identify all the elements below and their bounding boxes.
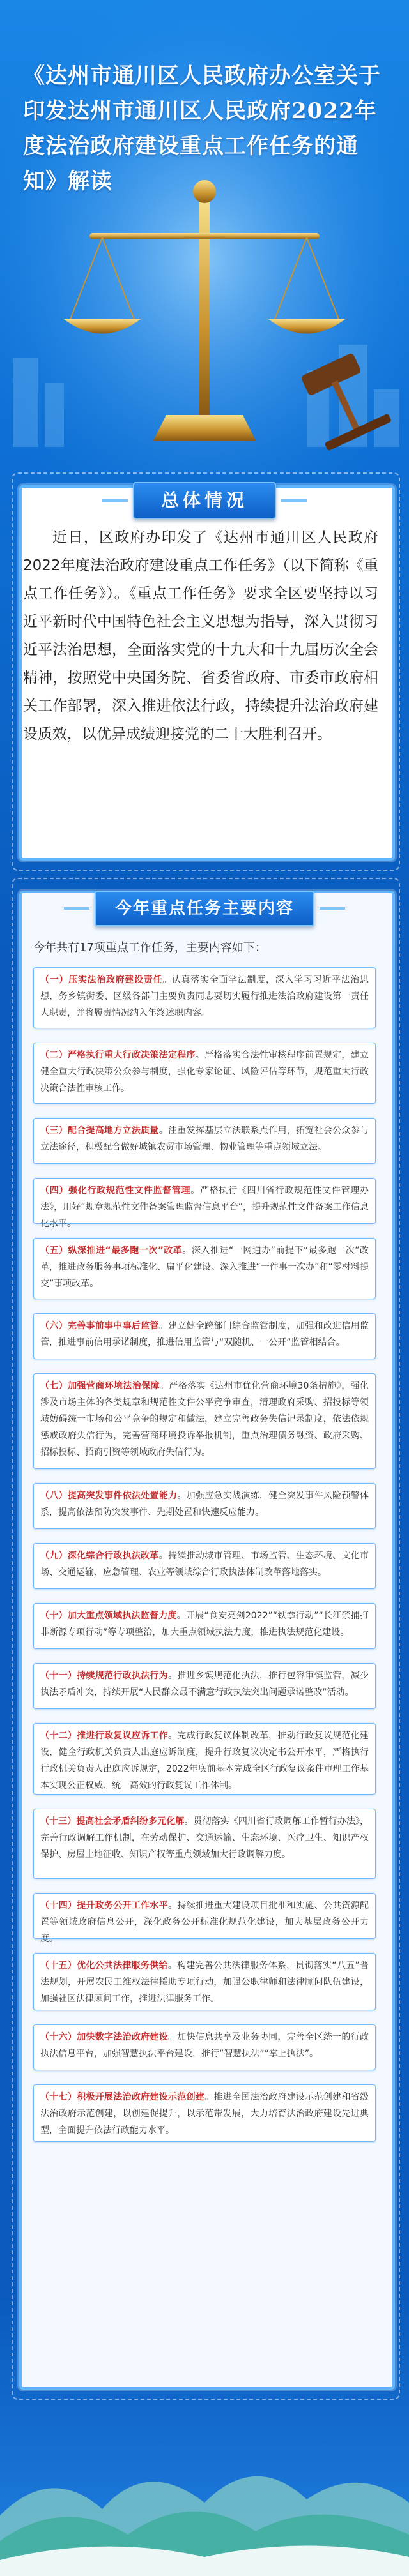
task-title: （七）加强营商环境法治保障 <box>40 1381 160 1391</box>
task-body: 。严格落实《达州市优化营商环境30条措施》，强化涉及市场主体的各类规章和规范性文件公平竞争审查，清理政府采购、招投标等领域妨碍统一市场和公平竞争的规定和做法，建立完善政务失信记录制度，依法依规惩戒政府失信行为，完善营商环境投诉举报机制，重点治理债务融资、政府采购、招标投标、招商引资等领域政府失信行为。 <box>40 1381 369 1457</box>
task-body: 。认真落实全面学法制度，深入学习习近平法治思想，务乡镇街委、区级各部门主要负责同志要切实履行推进法治政府建设第一责任人职责，并将履责情况纳入年终述职内容。 <box>40 975 369 1018</box>
task-body: 。建立健全跨部门综合监管制度，加强和改进信用监管，推进事前信用承诺制度，推进信用监管与“双随机、一公开”监管相结合。 <box>40 1321 369 1348</box>
task-item <box>33 1893 376 1944</box>
task-item <box>33 2024 376 2070</box>
task-body: 。贯彻落实《四川省行政调解工作暂行办法》，完善行政调解工作机制，在劳动保护、交通运输、生态环境、医疗卫生、知识产权保护、房屋土地征收、知识产权等重点领域加大行政调解力度。 <box>40 1816 369 1860</box>
overview-heading: 总体情况 <box>133 482 276 519</box>
task-body: 。推进全国法治政府建设示范创建和省级法治政府示范创建，以创建促提升，以示范带发展，大力培育法治政府建设先进典型，全面提升依法行政能力水平。 <box>40 2092 369 2135</box>
task-title: （十四）提升政务公开工作水平 <box>40 1901 168 1911</box>
task-title: （十五）优化公共法律服务供给 <box>40 1961 168 1971</box>
task-item <box>33 1603 376 1649</box>
task-item <box>33 1663 376 1709</box>
task-body: 。持续推进重大建设项目批准和实施、公共资源配置等领域政府信息公开，深化政务公开标准化规范化建设，加大基层政务公开力度。 <box>40 1901 369 1944</box>
task-body: 。加快信息共享及业务协同，完善全区统一的行政执法信息平台，加强智慧执法平台建设，推行“智慧执法”“掌上执法”。 <box>40 2032 369 2059</box>
task-item <box>33 1483 376 1529</box>
task-title: （四）强化行政规范性文件监督管理 <box>40 1186 191 1196</box>
task-item <box>33 2084 376 2142</box>
task-title: （二）严格执行重大行政决策法定程序 <box>40 1050 196 1060</box>
overview-body: 近日，区政府办印发了《达州市通川区人民政府2022年度法治政府建设重点工作任务》（以下简称《重点工作任务》）。《重点工作任务》要求全区要坚持以习近平新时代中国特色社会主义思想为指导，深入贯彻习近平法治思想，全面落实党的十九大和十九届历次全会精神，按照党中央国务院、省委省政府、市委市政府相关工作部署，深入推进依法行政，持续提升法治政府建设质效，以优异成绩迎接党的二十大胜利召开。 <box>23 529 378 742</box>
tasks-intro: 今年共有17项重点工作任务，主要内容如下： <box>33 941 266 954</box>
task-item <box>33 1543 376 1589</box>
hero-title: 《达州市通川区人民政府办公室关于印发达州市通川区人民政府2022年度法治政府建设重点工作任务的通知》解读 <box>23 63 381 194</box>
task-item <box>33 1373 376 1469</box>
task-title: （十一）持续规范行政执法行为 <box>40 1671 168 1681</box>
task-body: 。构建完善公共法律服务体系，贯彻落实“八五”普法规划，开展农民工维权法律援助专项行动，加强公职律师和法律顾问队伍建设，加强社区法律顾问工作，推进法律服务工作。 <box>40 1961 369 2004</box>
task-body: 。持续推动城市管理、市场监管、生态环境、文化市场、交通运输、应急管理、农业等领域综合行政执法体制改革落地落实。 <box>40 1551 369 1578</box>
task-item <box>33 1313 376 1359</box>
task-item <box>33 1118 376 1164</box>
task-title: （十）加大重点领域执法监督力度 <box>40 1611 177 1621</box>
task-title: （十七）积极开展法治政府建设示范创建 <box>40 2092 205 2102</box>
task-body: 。完成行政复议体制改革，推动行政复议规范化建设，健全行政机关负责人出庭应诉制度，提升行政复议决定书公开水平，严格执行行政机关负责人出庭应诉规定，2022年底前基本完成全区行政复议案件审理工作基本实现公正权威、统一高效的行政复议工作体制。 <box>40 1731 369 1791</box>
task-title: （十三）提高社会矛盾纠纷多元化解 <box>40 1816 185 1827</box>
task-item <box>33 1238 376 1299</box>
task-title: （三）配合提高地方立法质量 <box>40 1126 159 1136</box>
task-title: （五）纵深推进“最多跑一次”改革 <box>40 1246 183 1256</box>
task-title: （十六）加快数字法治政府建设 <box>40 2032 168 2042</box>
mountain-decoration <box>0 2426 409 2576</box>
hero-banner <box>0 0 409 472</box>
task-body: 。开展“食安亮剑2022”“铁拳行动”“长江禁捕打非断源专项行动”等专项整治，加大重点领域执法力度，推进执法规范化建设。 <box>40 1611 369 1638</box>
task-title: （十二）推进行政复议应诉工作 <box>40 1731 168 1741</box>
task-item <box>33 1043 376 1104</box>
task-body: 。注重发挥基层立法联系点作用，拓宽社会公众参与立法途径，积极配合做好城镇农贸市场管理、物业管理等重点领域立法。 <box>40 1126 369 1152</box>
task-item <box>33 1953 376 2010</box>
task-item <box>33 967 376 1028</box>
task-title: （八）提高突发事件依法处置能力 <box>40 1491 178 1501</box>
task-title: （一）压实法治政府建设责任 <box>40 975 163 985</box>
task-item <box>33 1809 376 1879</box>
task-item <box>33 1723 376 1795</box>
task-body: 。推进乡镇规范化执法，推行包容审慎监管，减少执法矛盾冲突，持续开展“人民群众最不满意行政执法突出问题承诺整改”活动。 <box>40 1671 369 1698</box>
task-body: 。严格执行《四川省行政规范性文件管理办法》，用好“规章规范性文件备案管理监督信息平台”，提升规范性文件备案工作信息化水平。 <box>40 1186 369 1229</box>
task-title: （六）完善事前事中事后监管 <box>40 1321 159 1331</box>
task-body: 。深入推进“一网通办”前提下“最多跑一次”改革，推进政务服务事项标准化、扁平化建设。深入推进“一件事一次办”和“零材料提交”事项改革。 <box>40 1246 369 1289</box>
task-title: （九）深化综合行政执法改革 <box>40 1551 159 1561</box>
tasks-heading: 今年重点任务主要内容 <box>95 891 314 926</box>
task-item <box>33 1178 376 1229</box>
task-body: 。加强应急实战演练，健全突发事件风险预警体系，提高依法预防突发事件、先期处置和快速反应能力。 <box>40 1491 369 1518</box>
task-body: 。严格落实合法性审核程序前置规定，建立健全重大行政决策公众参与制度，强化专家论证、风险评估等环节，规范重大行政决策合法性审核工作。 <box>40 1050 369 1094</box>
